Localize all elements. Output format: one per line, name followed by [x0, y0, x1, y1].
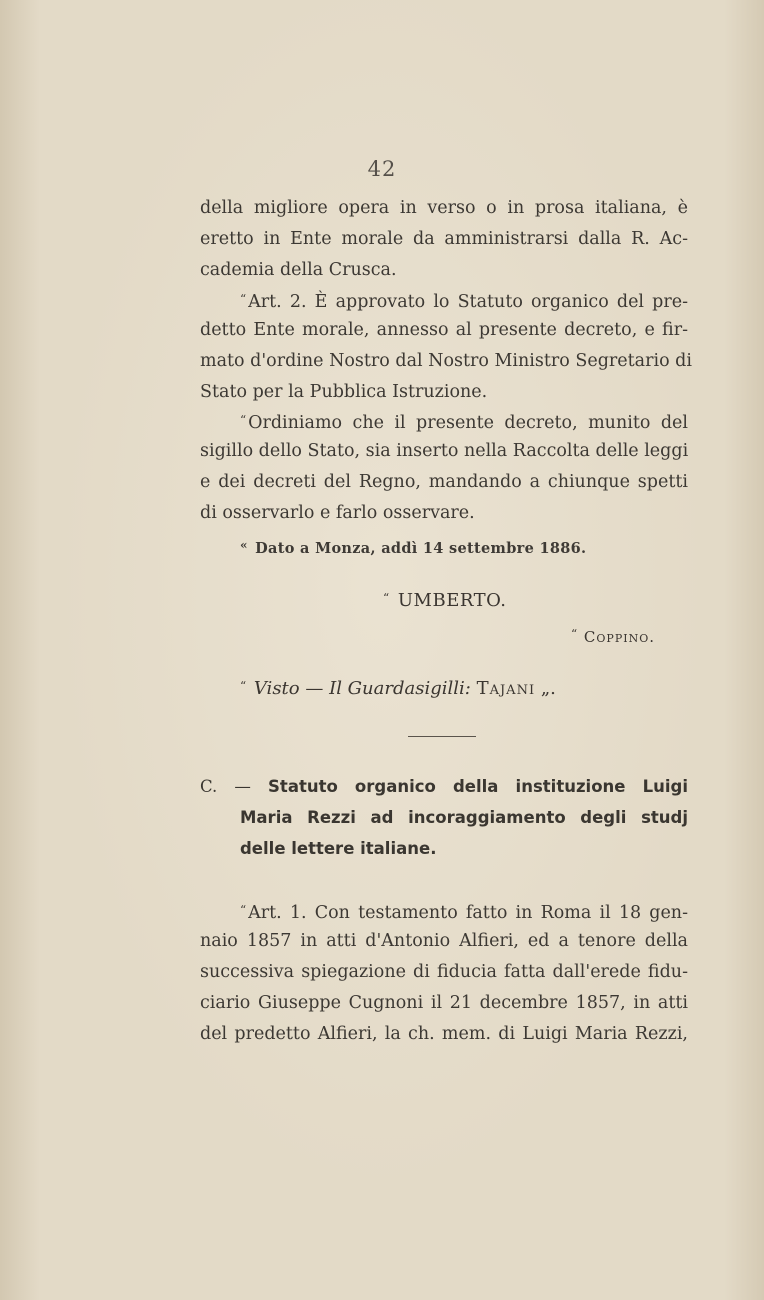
visto-closing: „. [535, 678, 556, 699]
visto-name: Tajani [476, 678, 536, 699]
text-line: successiva spiegazione di fiducia fatta dall'erede fidu- [200, 962, 688, 982]
text-line: sigillo dello Stato, sia inserto nella Raccolta delle leggi [200, 441, 689, 461]
signature-coppino: “ Coppino. [571, 627, 655, 646]
text-line: naio 1857 in atti d'Antonio Alfieri, ed a tenore della [200, 931, 688, 951]
text-line: della migliore opera in verso o in prosa italiana, è [200, 198, 688, 218]
opening-quote: “ [240, 903, 247, 917]
section-dash: — [234, 777, 251, 796]
signature-umberto: “ UMBERTO. [383, 590, 507, 611]
opening-quote: “ [240, 292, 247, 306]
text-line: Stato per la Pubblica Istruzione. [200, 382, 488, 402]
text-line: detto Ente morale, annesso al presente decreto, e fir- [200, 320, 688, 340]
heading-line: C. — Statuto organico della instituzione Luigi [200, 777, 688, 796]
opening-quote: “ [571, 627, 578, 641]
section-divider [408, 736, 476, 737]
text-line: eretto in Ente morale da amministrarsi dalla R. Ac- [200, 229, 688, 249]
visto-role: Il Guardasigilli: [329, 678, 471, 699]
visto-label: Visto [253, 678, 300, 699]
opening-quote: “ [240, 413, 247, 427]
text-line: “ Art. 2. È approvato lo Statuto organico del pre- [240, 292, 688, 312]
text-line: di osservarlo e farlo osservare. [200, 503, 475, 523]
text-line: “ Art. 1. Con testamento fatto in Roma il 18 gen- [240, 903, 688, 923]
section-letter: C. [200, 777, 218, 796]
dato-line: « Dato a Monza, addì 14 settembre 1886. [240, 538, 587, 557]
opening-quote: « [240, 538, 248, 552]
opening-quote: “ [240, 679, 247, 693]
visto-dash: — [299, 678, 330, 699]
text-line: mato d'ordine Nostro dal Nostro Ministro Segretario di [200, 351, 692, 371]
heading-line: Maria Rezzi ad incoraggiamento degli studj [240, 808, 688, 827]
text-line: ciario Giuseppe Cugnoni il 21 decembre 1857, in atti [200, 993, 688, 1013]
opening-quote: “ [383, 591, 390, 605]
text-line: “ Ordiniamo che il presente decreto, munito del [240, 413, 688, 433]
text-line: del predetto Alfieri, la ch. mem. di Luigi Maria Rezzi, [200, 1024, 688, 1044]
text-line: e dei decreti del Regno, mandando a chiunque spetti [200, 472, 688, 492]
heading-line: delle lettere italiane. [240, 839, 437, 858]
text-line: cademia della Crusca. [200, 260, 397, 280]
visto-line [240, 678, 556, 699]
page-number: 42 [367, 157, 397, 181]
